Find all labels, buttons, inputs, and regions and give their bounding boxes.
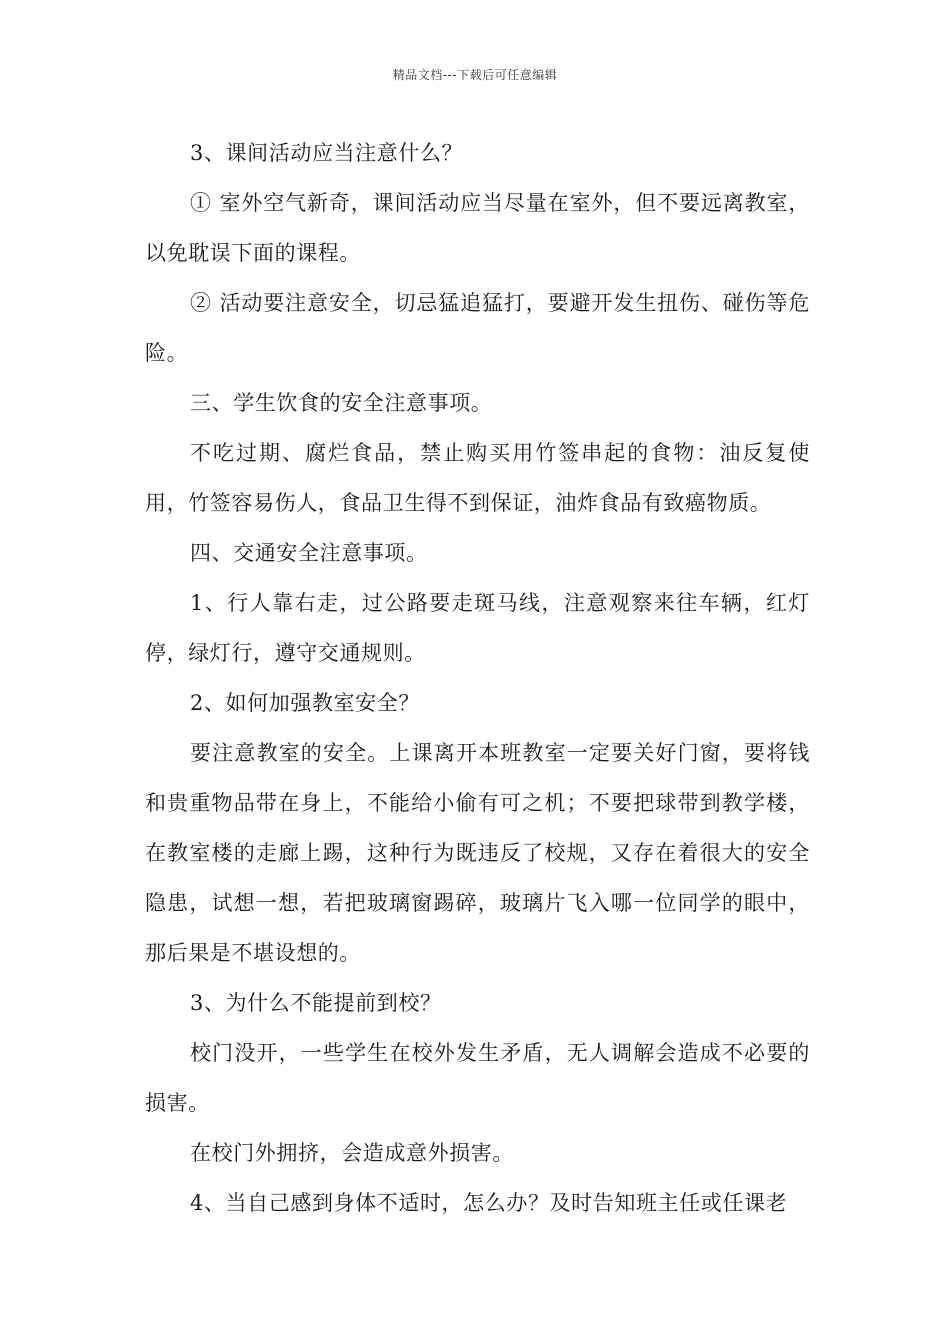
section-heading: 三、学生饮食的安全注意事项。 [190,391,493,415]
paragraph: ① 室外空气新奇，课间活动应当尽量在室外，但不要远离教室，以免耽误下面的课程。 [145,191,810,265]
question-heading: 4、当自己感到身体不适时，怎么办？及时告知班主任或任课老 [190,1191,788,1215]
question-heading: 3、为什么不能提前到校？ [190,991,442,1015]
paragraph: 校门没开，一些学生在校外发生矛盾，无人调解会造成不必要的损害。 [145,1041,810,1115]
question-heading: 2、如何加强教室安全？ [190,691,420,715]
document-body [145,128,810,1228]
paragraph: 不吃过期、腐烂食品，禁止购买用竹签串起的食物：油反复使用，竹签容易伤人，食品卫生得不到保证，油炸食品有致癌物质。 [145,441,810,515]
paragraph: ② 活动要注意安全，切忌猛追猛打，要避开发生扭伤、碰伤等危险。 [145,291,810,365]
paragraph: 1、行人靠右走，过公路要走斑马线，注意观察来往车辆，红灯停，绿灯行，遵守交通规则。 [145,591,810,665]
paragraph: 要注意教室的安全。上课离开本班教室一定要关好门窗，要将钱和贵重物品带在身上，不能给小偷有可之机；不要把球带到教学楼，在教室楼的走廊上踢，这种行为既违反了校规，又存在着很大的安全隐患，试想一想，若把玻璃窗踢碎，玻璃片飞入哪一位同学的眼中，那后果是不堪设想的。 [145,741,810,965]
section-heading: 四、交通安全注意事项。 [190,541,428,565]
question-heading: 3、课间活动应当注意什么？ [190,141,464,165]
page-header: 精品文档---下载后可任意编辑 [392,68,558,82]
paragraph: 在校门外拥挤，会造成意外损害。 [190,1141,514,1165]
